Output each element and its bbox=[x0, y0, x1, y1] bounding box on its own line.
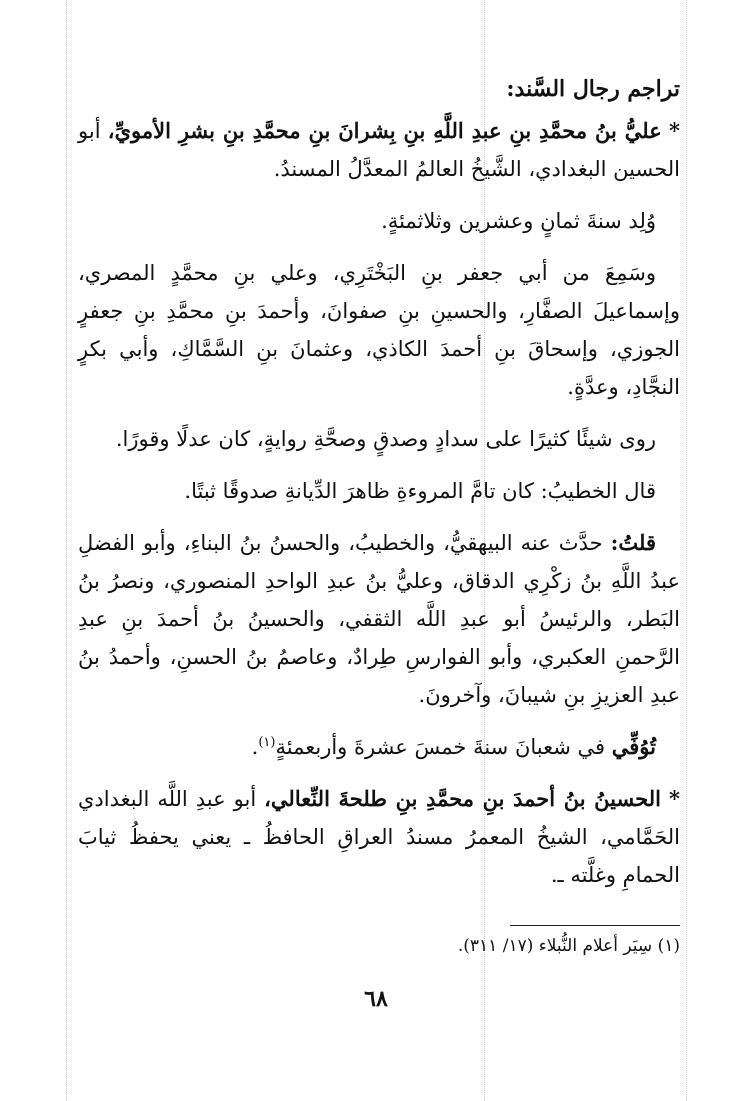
death-label: تُوُفِّي bbox=[611, 734, 656, 759]
narration-paragraph: روى شيئًا كثيرًا على سدادٍ وصدقٍ وصحَّةِ روايةٍ، كان عدلًا وقورًا. bbox=[115, 427, 656, 451]
margin-guide-right bbox=[686, 0, 687, 1101]
margin-guide-left bbox=[66, 0, 67, 1101]
footnote: (١) سِيَر أعلام النُّبلاء (١٧/ ٣١١). bbox=[457, 936, 680, 956]
section-heading: تراجم رجال السَّند: bbox=[506, 76, 680, 102]
qultu-paragraph bbox=[78, 524, 680, 714]
birth-paragraph: وُلِد سنةَ ثمانٍ وعشرين وثلاثمئةٍ. bbox=[381, 209, 656, 233]
teachers-paragraph: وسَمِعَ من أبي جعفر بنِ البَخْتَرِي، وعلي بنِ محمَّدٍ المصري، وإسماعيلَ الصفَّارِ، والحسينِ بنِ صفوانَ، وأحمدَ بنِ محمَّدِ بنِ جعفرٍ الجوزي، وإسحاقَ بنِ أحمدَ الكاذي، وعثمانَ بنِ السَّمَّاكِ، وأبي بكرٍ النجَّادِ، وعدَّةٍ. bbox=[78, 261, 680, 399]
entry2-marker: * bbox=[669, 786, 680, 811]
entry2-text: أبو عبدِ اللَّه البغدادي الحَمَّامي، الشيخُ المعمرُ مسندُ العراقِ الحافظُ ـ يعني يحفظُ ثيابَ الحمامِ وغلَّته ـ. bbox=[78, 787, 680, 887]
footnote-divider bbox=[510, 925, 680, 926]
entry-marker: * bbox=[669, 118, 680, 143]
footnote-reference: (١) bbox=[258, 735, 276, 750]
death-paragraph bbox=[78, 728, 680, 766]
qultu-text: حدَّث عنه البيهقيُّ، والخطيبُ، والحسنُ بنُ البناءِ، وأبو الفضلِ عبدُ اللَّهِ بنُ زكْرِي الدقاق، وعليُّ بنُ عبدِ الواحدِ المنصوري، ونصرُ بنُ البَطر، والرئيسُ أبو عبدِ اللَّه الثقفي، والحسينُ بنُ أحمدَ بنِ عبدِ الرَّحمنِ العكبري، وأبو الفوارسِ طِرادٌ، وعاصمُ بنُ الحسنِ، وأحمدُ بنُ عبدِ العزيزِ بنِ شيبانَ، وآخرونَ. bbox=[78, 531, 680, 707]
death-period: . bbox=[251, 735, 259, 759]
entry-husain-bin-ahmad bbox=[78, 780, 680, 894]
qultu-label: قلتُ: bbox=[610, 530, 656, 555]
khatib-quote-paragraph: قال الخطيبُ: كان تامَّ المروءةِ ظاهرَ الدِّيانةِ صدوقًا ثبتًا. bbox=[184, 479, 656, 503]
entry-description: أبو الحسين البغدادي، الشَّيخُ العالمُ المعدَّلُ المسندُ. bbox=[78, 119, 680, 181]
entry-name: عليُّ بنُ محمَّدِ بنِ عبدِ اللَّهِ بنِ بِشرانَ بنِ محمَّدِ بنِ بشرِ الأمويِّ، bbox=[107, 118, 662, 143]
page-number: ٦٨ bbox=[364, 986, 388, 1012]
page-body bbox=[78, 70, 680, 908]
death-text: في شعبانَ سنةَ خمسَ عشرةَ وأربعمئةٍ bbox=[275, 735, 606, 759]
entry-ali-bin-muhammad bbox=[78, 112, 680, 188]
entry2-name: الحسينُ بنُ أحمدَ بنِ محمَّدِ بنِ طلحةَ النِّعالي، bbox=[264, 786, 662, 811]
